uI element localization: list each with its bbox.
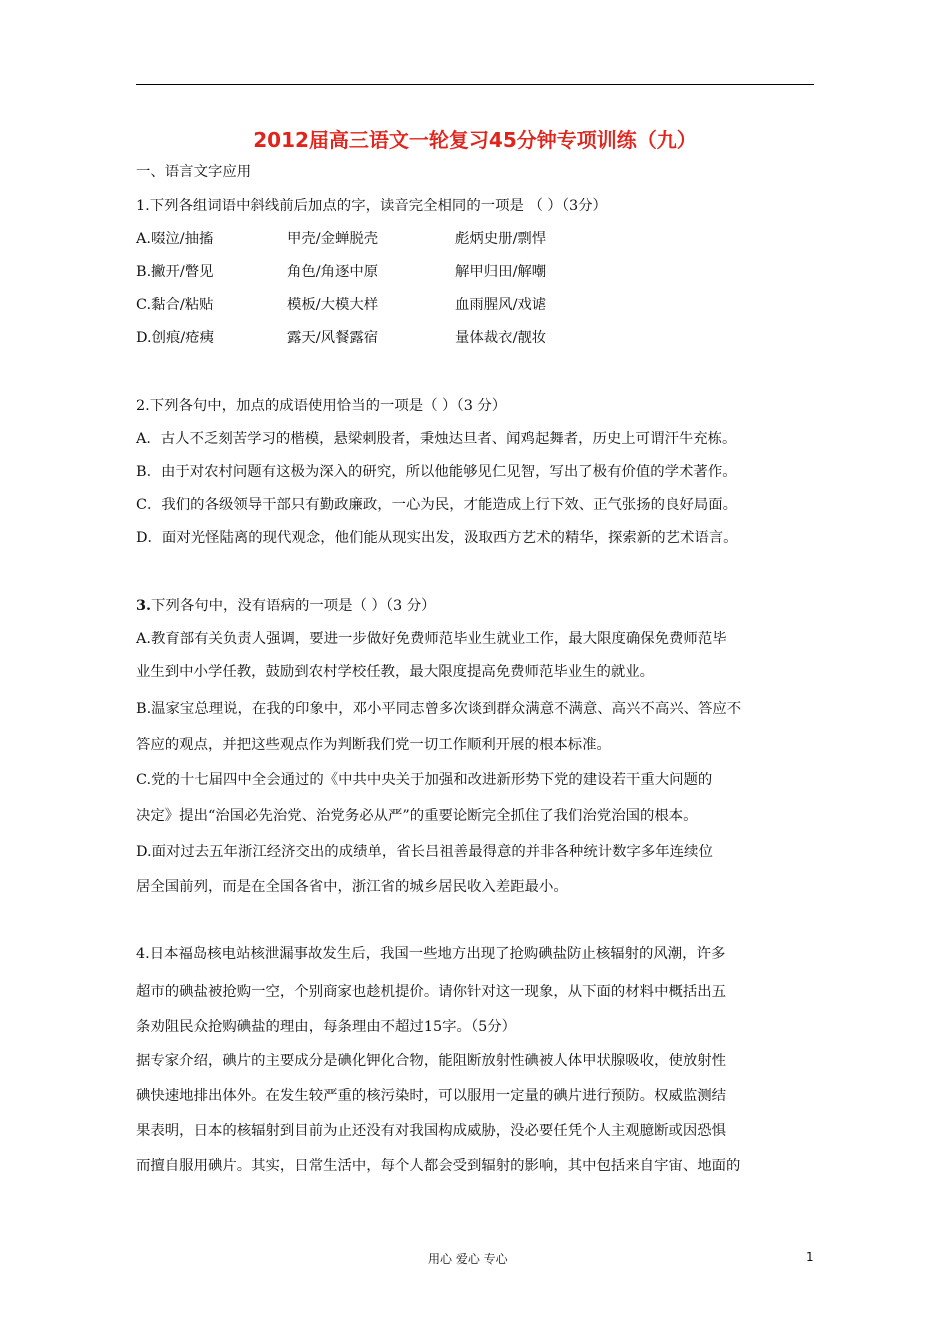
q1-option-b-col1: B.撇开/瞥见 <box>136 264 214 280</box>
q3-line-4: 答应的观点，并把这些观点作为判断我们党一切工作顺利开展的根本标准。 <box>136 737 611 753</box>
footer-motto: 用心 爱心 专心 <box>428 1252 508 1266</box>
q1-option-c-col3: 血雨腥风/戏谑 <box>455 297 547 313</box>
q1-option-d-col3: 量体裁衣/靓妆 <box>455 330 547 346</box>
q1-option-b-col2: 角色/角逐中原 <box>287 264 379 280</box>
q3-line-5: C.党的十七届四中全会通过的《中共中央关于加强和改进新形势下党的建设若干重大问题的 <box>136 772 713 788</box>
q4-line-5: 碘快速地排出体外。在发生较严重的核污染时，可以服用一定量的碘片进行预防。权威监测结 <box>136 1088 727 1104</box>
q3-number: 3. <box>136 597 152 614</box>
q3-line-7: D.面对过去五年浙江经济交出的成绩单，省长吕祖善最得意的并非各种统计数字多年连续位 <box>136 844 713 860</box>
q1-stem: 1.下列各组词语中斜线前后加点的字，读音完全相同的一项是 （ ）（3分） <box>136 198 607 214</box>
q1-option-c-col2: 模板/大模大样 <box>287 297 379 313</box>
q1-option-b-col3: 解甲归田/解嘲 <box>455 264 547 280</box>
q1-option-a-col1: A.啜泣/抽搐 <box>136 231 214 247</box>
q3-line-3: B.温家宝总理说，在我的印象中，邓小平同志曾多次谈到群众满意不满意、高兴不高兴、答应不 <box>136 701 742 717</box>
page-title: 2012届高三语文一轮复习45分钟专项训练（九） <box>253 128 697 152</box>
q3-line-8: 居全国前列，而是在全国各省中，浙江省的城乡居民收入差距最小。 <box>136 879 568 895</box>
q4-line-7: 而擅自服用碘片。其实，日常生活中，每个人都会受到辐射的影响，其中包括来自宇宙、地面的 <box>136 1158 741 1174</box>
q3-stem-text: 下列各句中，没有语病的一项是（ ）（3 分） <box>151 598 436 614</box>
header-rule <box>136 84 814 85</box>
q2-option-a: A．古人不乏刻苦学习的楷模，悬梁刺股者，秉烛达旦者、闻鸡起舞者，历史上可谓汗牛充栋。 <box>136 431 737 447</box>
q2-stem: 2.下列各句中，加点的成语使用恰当的一项是（ ）（3 分） <box>136 398 507 414</box>
q4-line-2: 超市的碘盐被抢购一空，个别商家也趁机提价。请你针对这一现象，从下面的材料中概括出五 <box>136 984 727 1000</box>
q1-option-d-col1: D.创痕/疮痍 <box>136 330 215 346</box>
q2-option-d: D．面对光怪陆离的现代观念，他们能从现实出发，汲取西方艺术的精华，探索新的艺术语言。 <box>136 530 738 546</box>
q2-option-b: B．由于对农村问题有这极为深入的研究，所以他能够见仁见智，写出了极有价值的学术著作。 <box>136 464 737 480</box>
q3-line-1: A.教育部有关负责人强调，要进一步做好免费师范毕业生就业工作，最大限度确保免费师范毕 <box>136 631 727 647</box>
q4-line-1: 4.日本福岛核电站核泄漏事故发生后，我国一些地方出现了抢购碘盐防止核辐射的风潮，许多 <box>136 946 726 962</box>
q4-line-6: 果表明，日本的核辐射到目前为止还没有对我国构成威胁，没必要任凭个人主观臆断或因恐惧 <box>136 1123 727 1139</box>
q3-stem <box>136 596 436 616</box>
page-number: 1 <box>806 1250 814 1264</box>
q4-line-3: 条劝阻民众抢购碘盐的理由，每条理由不超过15字。（5分） <box>136 1019 517 1035</box>
q1-option-a-col2: 甲壳/金蝉脱壳 <box>287 231 379 247</box>
q3-line-2: 业生到中小学任教，鼓励到农村学校任教，最大限度提高免费师范毕业生的就业。 <box>136 664 655 680</box>
q2-option-c: C．我们的各级领导干部只有勤政廉政，一心为民，才能造成上行下效、正气张扬的良好局面。 <box>136 497 738 513</box>
section-heading: 一、语言文字应用 <box>136 164 252 180</box>
q4-line-4: 据专家介绍，碘片的主要成分是碘化钾化合物，能阻断放射性碘被人体甲状腺吸收，使放射性 <box>136 1053 727 1069</box>
q1-option-a-col3: 彪炳史册/剽悍 <box>455 231 547 247</box>
q1-option-c-col1: C.黏合/粘贴 <box>136 297 214 313</box>
q1-option-d-col2: 露天/风餐露宿 <box>287 330 379 346</box>
q3-line-6: 决定》提出“治国必先治党、治党务必从严”的重要论断完全抓住了我们治党治国的根本。 <box>136 808 698 824</box>
